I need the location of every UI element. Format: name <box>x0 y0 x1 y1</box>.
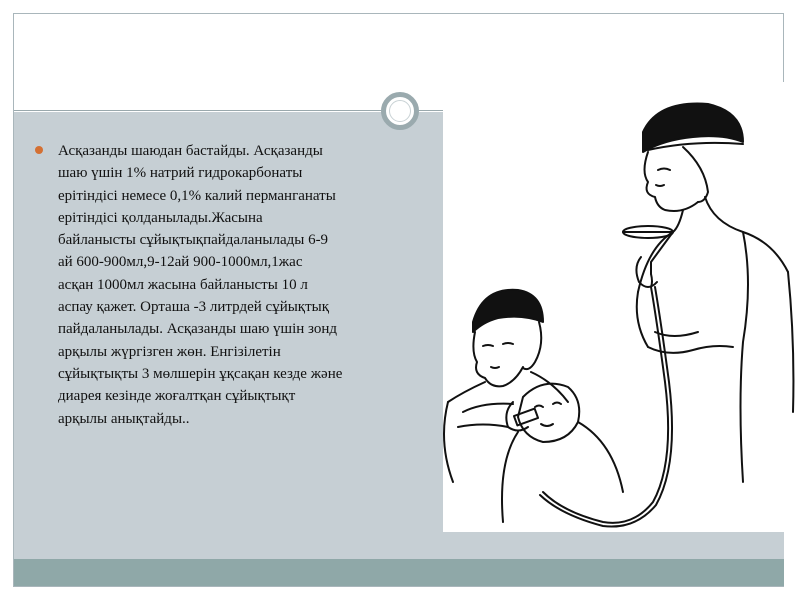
footer-bar <box>14 559 784 586</box>
circle-ornament-icon <box>381 92 419 130</box>
medical-illustration <box>443 82 798 532</box>
bullet-dot-icon <box>35 146 43 154</box>
body-text: Асқазанды шаюдан бастайды. Асқазанды шаю үшін 1% натрий гидрокарбонаты ерітіндісі немесе 0,1% калий перманганаты ерітіндісі қолданылады.Жасына байланысты сұйықтықпайдаланылады 6-9 ай 600-900мл,9-12ай 900-1000мл,1жас асқан 1000мл жасына байланысты 10 л аспау қажет. Орташа -3 литрдей сұйықтық пайдаланылады. Асқазанды шаю үшін зонд арқылы жүргізген жөн. Енгізілетін сұйықтықты 3 мөлшерін ұқсақан кезде және диарея кезінде жоғалтқан сұйықтықт арқылы анықтайды.. <box>58 143 343 427</box>
